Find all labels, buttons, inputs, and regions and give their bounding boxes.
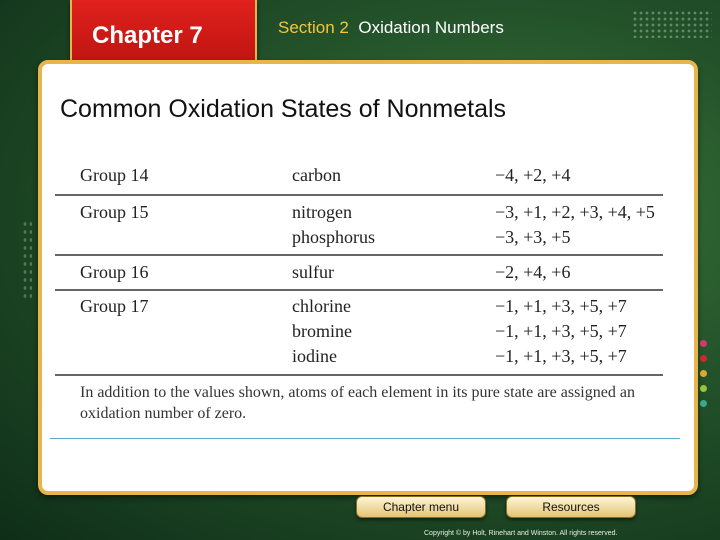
- oxidation-states: −3, +3, +5: [495, 227, 571, 247]
- table-row: [55, 163, 663, 196]
- element-name: chlorine: [292, 296, 351, 316]
- element-cell: [292, 163, 341, 188]
- decorative-side-dots: [700, 340, 707, 415]
- oxidation-states: −2, +4, +6: [495, 262, 571, 282]
- element-name: nitrogen: [292, 202, 352, 222]
- table-row: [55, 291, 663, 376]
- chapter-menu-button[interactable]: Chapter menu: [356, 496, 486, 518]
- oxidation-states: −4, +2, +4: [495, 165, 571, 185]
- copyright-text: Copyright © by Holt, Rinehart and Winston. All rights reserved.: [424, 530, 618, 537]
- decorative-grid: [632, 10, 712, 38]
- group-label: Group 16: [80, 262, 149, 282]
- table-row: [55, 256, 663, 291]
- states-cell: [495, 200, 655, 250]
- section-name: Oxidation Numbers: [358, 18, 504, 37]
- element-name: iodine: [292, 346, 337, 366]
- decorative-dots: [22, 220, 32, 300]
- group-label: Group 17: [80, 296, 149, 316]
- table-row: [55, 196, 663, 256]
- element-cell: [292, 294, 352, 369]
- element-cell: [292, 200, 375, 250]
- resources-button[interactable]: Resources: [506, 496, 636, 518]
- dot-icon: [700, 385, 707, 392]
- states-cell: [495, 163, 570, 188]
- dot-icon: [700, 400, 707, 407]
- element-name: sulfur: [292, 262, 334, 282]
- section-header: [278, 18, 504, 38]
- states-cell: [495, 260, 570, 285]
- dot-icon: [700, 370, 707, 377]
- element-cell: [292, 260, 334, 285]
- divider: [50, 438, 680, 439]
- states-cell: [495, 294, 627, 369]
- oxidation-states-table: [55, 163, 663, 376]
- element-name: phosphorus: [292, 227, 376, 247]
- dot-icon: [700, 355, 707, 362]
- section-number: Section 2: [278, 18, 349, 37]
- oxidation-states: −3, +1, +2, +3, +4, +5: [495, 202, 655, 222]
- group-label: Group 15: [80, 202, 149, 222]
- oxidation-states: −1, +1, +3, +5, +7: [495, 346, 627, 366]
- group-label: Group 14: [80, 165, 149, 185]
- dot-icon: [700, 340, 707, 347]
- element-name: bromine: [292, 321, 352, 341]
- oxidation-states: −1, +1, +3, +5, +7: [495, 296, 627, 316]
- oxidation-states: −1, +1, +3, +5, +7: [495, 321, 627, 341]
- table-footnote: In addition to the values shown, atoms of each element in its pure state are assigned an oxidation number of zero.: [80, 384, 635, 422]
- slide-title: Common Oxidation States of Nonmetals: [60, 95, 507, 123]
- element-name: carbon: [292, 165, 341, 185]
- chapter-label: Chapter 7: [92, 22, 203, 49]
